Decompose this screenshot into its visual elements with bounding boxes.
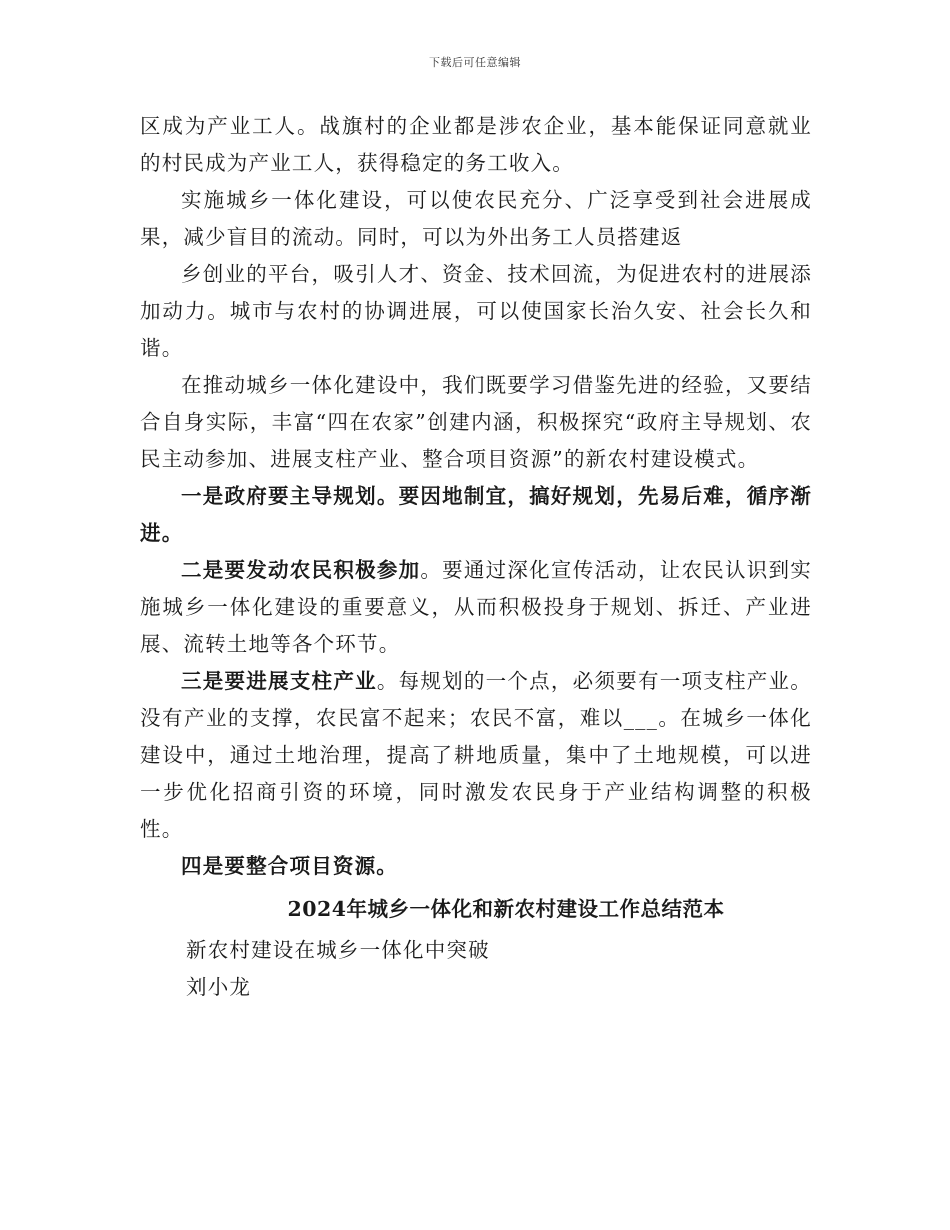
point-three-heading: 三是要进展支柱产业 — [181, 669, 377, 693]
paragraph-7-point-three — [140, 663, 812, 848]
paragraph-1: 区成为产业工人。战旗村的企业都是涉农企业，基本能保证同意就业的村民成为产业工人，获得稳定的务工收入。 — [140, 114, 812, 175]
paragraph-6-point-two — [140, 552, 812, 663]
paragraph-3: 乡创业的平台，吸引人才、资金、技术回流，为促进农村的进展添加动力。城市与农村的协调进展，可以使国家长治久安、社会长久和谐。 — [140, 262, 812, 360]
point-three-text: 。每规划的一个点，必须要有一项支柱产业。没有产业的支撑，农民富不起来；农民不富，难以___。在城乡一体化建设中，通过土地治理，提高了耕地质量，集中了土地规模，可以进一步优化招商引资的环境，同时激发农民身于产业结构调整的积极性。 — [140, 669, 812, 841]
point-two-heading: 二是要发动农民积极参加 — [181, 558, 421, 582]
document-subtitle: 新农村建设在城乡一体化中突破 — [186, 938, 490, 962]
document-body — [140, 108, 812, 1006]
point-two-text: 。要通过深化宣传活动，让农民认识到实施城乡一体化建设的重要意义，从而积极投身于规划、拆迁、产业进展、流转土地等各个环节。 — [140, 558, 812, 656]
header-note: 下载后可任意编辑 — [429, 56, 521, 69]
document-title: 2024年城乡一体化和新农村建设工作总结范本 — [287, 897, 725, 921]
paragraph-2: 实施城乡一体化建设，可以使农民充分、广泛享受到社会进展成果，减少盲目的流动。同时，可以为外出务工人员搭建返 — [140, 188, 812, 249]
paragraph-5-point-one: 一是政府要主导规划。要因地制宜，搞好规划，先易后难，循序渐进。 — [140, 484, 812, 545]
paragraph-4: 在推动城乡一体化建设中，我们既要学习借鉴先进的经验，又要结合自身实际，丰富“四在农家”创建内涵，积极探究“政府主导规划、农民主动参加、进展支柱产业、整合项目资源”的新农村建设模式。 — [140, 373, 812, 471]
document-author: 刘小龙 — [186, 975, 252, 999]
paragraph-8-point-four: 四是要整合项目资源。 — [181, 854, 398, 878]
